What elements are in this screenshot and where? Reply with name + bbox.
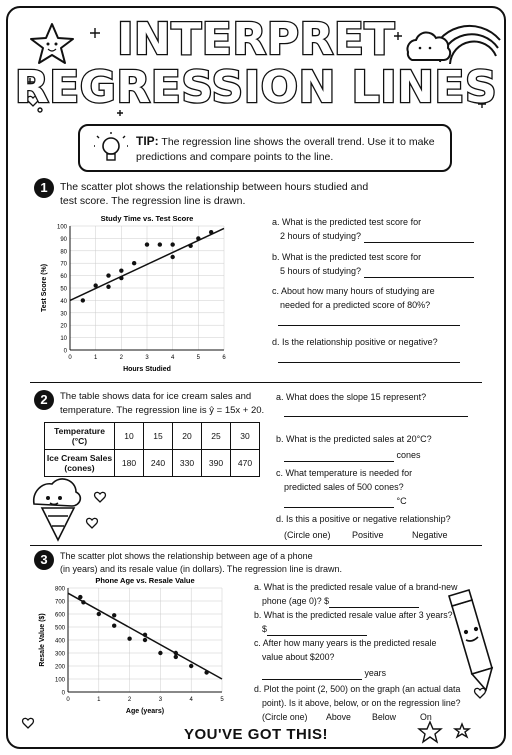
option-below[interactable]: Below [372,712,396,722]
data-point [119,276,123,280]
s2-qc-line2: predicted sales of 500 cones? [284,482,404,492]
table-cell: 240 [144,450,173,477]
table-cell: 15 [144,423,173,450]
table-cell: 10 [115,423,144,450]
section2-question-a: a. What does the slope 15 represent? [276,392,427,402]
x-tick-label: 3 [145,355,149,361]
data-point [170,255,174,259]
y-tick-label: 100 [56,224,67,231]
data-point [145,242,149,246]
section3-intro-line2: (in years) and its resale value (in dollars). The regression line is drawn. [60,564,342,574]
s3-qc-unit: years [364,668,386,678]
page-title-line2: REGRESSION LINES [14,62,498,113]
section1-question-d: d. Is the relationship positive or negative? [272,337,438,347]
s1-qb-line2: 5 hours of studying? [280,266,362,276]
y-tick-label: 500 [54,625,65,632]
data-point [106,285,110,289]
ice-cream-table [44,422,260,477]
table-cell: 25 [202,423,231,450]
option-above[interactable]: Above [326,712,351,722]
section1-intro [60,180,368,208]
chart-title: Phone Age vs. Resale Value [95,576,195,585]
y-tick-label: 100 [54,677,65,684]
x-tick-label: 5 [220,697,224,703]
x-tick-label: 0 [66,697,70,703]
section-divider-2 [30,545,482,546]
x-tick-label: 4 [189,697,193,703]
data-point [158,651,162,655]
y-tick-label: 80 [60,249,67,256]
x-tick-label: 1 [97,697,101,703]
s1-qa-answer-blank[interactable] [364,233,474,243]
s3-qb-line1: b. What is the predicted resale value after 3 years? [254,610,453,620]
y-tick-label: 60 [60,274,67,281]
section1-intro-line1: The scatter plot shows the relationship between hours studied and [60,181,369,193]
s3-qa-line2: phone (age 0)? $ [262,596,330,606]
study-time-chart [30,212,240,382]
tip-label: TIP: [136,134,159,148]
data-point [93,283,97,287]
data-point [112,624,116,628]
option-negative[interactable]: Negative [412,530,448,540]
data-point [106,273,110,277]
y-tick-label: 0 [63,348,67,355]
y-tick-label: 50 [60,286,67,293]
s2-qc-unit: °C [396,496,407,506]
table-cell: 180 [115,450,144,477]
section1-number: 1 [34,178,54,198]
data-point [209,230,213,234]
s3-qb-answer-blank[interactable] [267,626,367,636]
x-tick-label: 2 [127,697,132,703]
x-tick-label: 2 [119,355,124,361]
s2-qb-answer [284,448,421,462]
section2-intro [60,390,264,418]
x-axis-label: Age (years) [125,708,165,715]
y-tick-label: 0 [61,690,65,697]
section3-question-d [254,682,461,724]
data-point [78,595,82,599]
table-header-sales: Ice Cream Sales (cones) [45,450,115,477]
section2-question-c [276,466,412,494]
data-point [189,664,193,668]
s3-qd-line1: d. Plot the point (2, 500) on the graph (an actual data [254,684,461,694]
y-tick-label: 300 [54,651,65,658]
table-cell: 470 [231,450,260,477]
section3-question-c [254,636,436,680]
x-tick-label: 5 [196,355,201,361]
lightbulb-icon [94,132,128,166]
y-tick-label: 200 [54,664,65,671]
data-point [127,637,131,641]
s2-qc-answer-blank[interactable] [284,498,394,508]
tip-text-line1: The regression line shows the overall trend. Use it to make [161,136,435,148]
table-header-temperature: Temperature (°C) [45,423,115,450]
table-row [45,423,260,450]
s1-qc-answer-line[interactable] [278,325,460,326]
page-title-line1: INTERPRET [117,14,395,65]
ice-cream-icon [34,479,81,540]
s3-qa-line1: a. What is the predicted resale value of a brand-new [254,582,458,592]
y-tick-label: 90 [60,236,67,243]
x-tick-label: 3 [158,697,163,703]
section3-question-b [254,608,453,636]
data-point [174,651,178,655]
option-on[interactable]: On [420,712,432,722]
section1-question-c [272,284,435,312]
data-point [188,244,192,248]
s1-qd-answer-line[interactable] [278,362,460,363]
s3-qa-answer-blank[interactable] [329,598,419,608]
s1-qb-answer-blank[interactable] [364,268,474,278]
table-cell: 30 [231,423,260,450]
table-cell: 20 [173,423,202,450]
y-tick-label: 20 [60,323,67,330]
data-point [81,298,85,302]
s2-qd-options [284,528,484,542]
s1-qc-line1: c. About how many hours of studying are [272,286,435,296]
s1-qa-line1: a. What is the predicted test score for [272,217,422,227]
y-tick-label: 70 [60,261,67,268]
option-positive[interactable]: Positive [352,530,384,540]
s2-qb-unit: cones [396,450,421,460]
table-cell: 390 [202,450,231,477]
data-point [143,633,147,637]
s3-qc-line1: c. After how many years is the predicted resale [254,638,437,648]
s1-qa-line2: 2 hours of studying? [280,231,362,241]
s3-qd-circle-note: (Circle one) [262,712,308,722]
x-tick-label: 0 [68,355,72,361]
y-tick-label: 700 [54,599,65,606]
section2-question-d: d. Is this a positive or negative relationship? [276,514,451,524]
s2-qb-answer-blank[interactable] [284,452,394,462]
section-divider-1 [30,382,482,383]
phone-age-chart [28,574,238,724]
x-axis-label: Hours Studied [123,366,171,373]
s2-qd-circle-note: (Circle one) [284,530,331,540]
section3-number: 3 [34,550,54,570]
section2-intro-line2: temperature. The regression line is ŷ = 15x + 20. [60,405,265,416]
x-tick-label: 1 [93,355,98,361]
y-tick-label: 30 [60,311,67,318]
y-axis-label: Resale Value ($) [39,613,46,667]
s1-qb-line1: b. What is the predicted test score for [272,252,422,262]
y-tick-label: 10 [60,336,67,343]
section3-question-a [254,580,457,608]
data-point [112,613,116,617]
y-tick-label: 600 [54,612,65,619]
footer-message: YOU'VE GOT THIS! [183,726,329,743]
s2-qc-answer [284,494,407,508]
section1-question-a [272,215,474,243]
data-point [81,600,85,604]
data-point [204,670,208,674]
s3-qb-prefix: $ [262,624,267,634]
s1-qc-line2: needed for a predicted score of 80%? [280,300,431,310]
section2-question-b: b. What is the predicted sales at 20°C? [276,434,432,444]
y-tick-label: 40 [60,298,67,305]
data-point [170,242,174,246]
data-point [132,261,136,265]
data-point [143,638,147,642]
data-point [174,655,178,659]
s3-qc-line2: value about $200? [262,652,335,662]
s2-qc-line1: c. What temperature is needed for [276,468,413,478]
chart-title: Study Time vs. Test Score [100,214,194,223]
data-point [158,242,162,246]
section1-intro-line2: test score. The regression line is drawn. [60,195,246,207]
section2-number: 2 [34,390,54,410]
x-tick-label: 4 [170,355,175,361]
s2-qa-answer-line[interactable] [284,416,468,417]
section3-intro-line1: The scatter plot shows the relationship between age of a phone [60,551,313,561]
tip-text-line2: predictions and compare points to the line. [136,151,334,163]
table-cell: 330 [173,450,202,477]
data-point [119,268,123,272]
table-row [45,450,260,477]
data-point [196,236,200,240]
x-tick-label: 6 [222,355,226,361]
section2-intro-line1: The table shows data for ice cream sales and [60,391,252,402]
section1-question-b [272,250,474,278]
s3-qc-answer-blank[interactable] [262,670,362,680]
data-point [97,612,101,616]
y-tick-label: 400 [54,638,65,645]
section3-intro [60,550,342,576]
y-tick-label: 800 [54,586,65,593]
s3-qd-line2: point). Is it above, below, or on the regression line? [262,698,461,708]
y-axis-label: Test Score (%) [41,263,48,313]
tip-box [78,124,452,172]
